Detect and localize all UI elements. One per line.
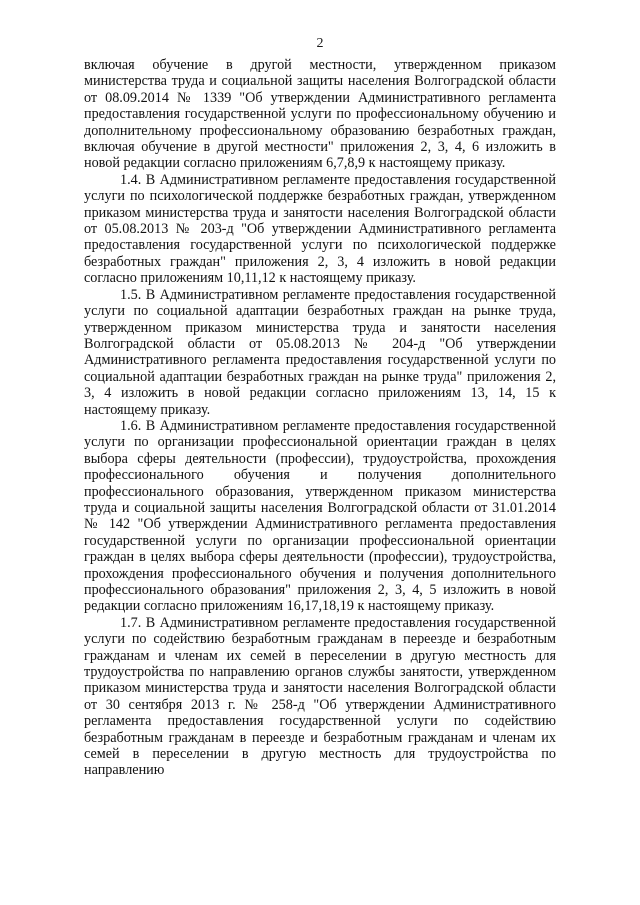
paragraph-1-5: 1.5. В Административном регламенте предоставления государственной услуги по социальной адаптации безработных граждан на рынке труда, утвержденном приказом министерства труда и занятости населения Волгоградской области от 05.08.2013 № 204-д "Об утверждении Административного регламента предоставления государственной услуги по социальной адаптации безработных граждан на рынке труда" приложения 2, 3, 4 изложить в новой редакции согласно приложениям 13, 14, 15 к настоящему приказу. — [84, 286, 556, 418]
paragraph-1-7: 1.7. В Административном регламенте предоставления государственной услуги по содействию безработным гражданам в переезде и безработным гражданам и членам их семей в переселении в другую местность для трудоустройства по направлению органов службы занятости, утвержденном приказом министерства труда и занятости населения Волгоградской области от 30 сентября 2013 г. № 258-д "Об утверждении Административного регламента предоставления государственной услуги по содействию безработным гражданам в переезде и безработным гражданам и членам их семей в переселении в другую местность для трудоустройства по направлению — [84, 614, 556, 779]
paragraph-1-6: 1.6. В Административном регламенте предоставления государственной услуги по организации профессиональной ориентации граждан в целях выбора сферы деятельности (профессии), трудоустройства, прохождения профессионального обучения и получения дополнительного профессионального образования, утвержденном приказом министерства труда и социальной защиты населения Волгоградской области от 31.01.2014 № 142 "Об утверждении Административного регламента предоставления государственной услуги по организации профессиональной ориентации граждан в целях выбора сферы деятельности (профессии), трудоустройства, прохождения профессионального обучения и получения дополнительного профессионального образования" приложения 2, 3, 4, 5 изложить в новой редакции согласно приложениям 16,17,18,19 к настоящему приказу. — [84, 417, 556, 615]
document-body — [84, 57, 556, 779]
page-number: 2 — [316, 36, 324, 51]
paragraph-continuation: включая обучение в другой местности, утвержденном приказом министерства труда и социальной защиты населения Волгоградской области от 08.09.2014 № 1339 "Об утверждении Административного регламента предоставления государственной услуги по профессиональному обучению и дополнительному профессиональному образованию безработных граждан, включая обучение в другой местности" приложения 2, 3, 4, 6 изложить в новой редакции согласно приложениям 6,7,8,9 к настоящему приказу. — [84, 57, 556, 172]
paragraph-1-4: 1.4. В Административном регламенте предоставления государственной услуги по психологической поддержке безработных граждан, утвержденном приказом министерства труда и занятости населения Волгоградской области от 05.08.2013 № 203-д "Об утверждении Административного регламента предоставления государственной услуги по психологической поддержке безработных граждан" приложения 2, 3, 4 изложить в новой редакции согласно приложениям 10,11,12 к настоящему приказу. — [84, 171, 556, 287]
